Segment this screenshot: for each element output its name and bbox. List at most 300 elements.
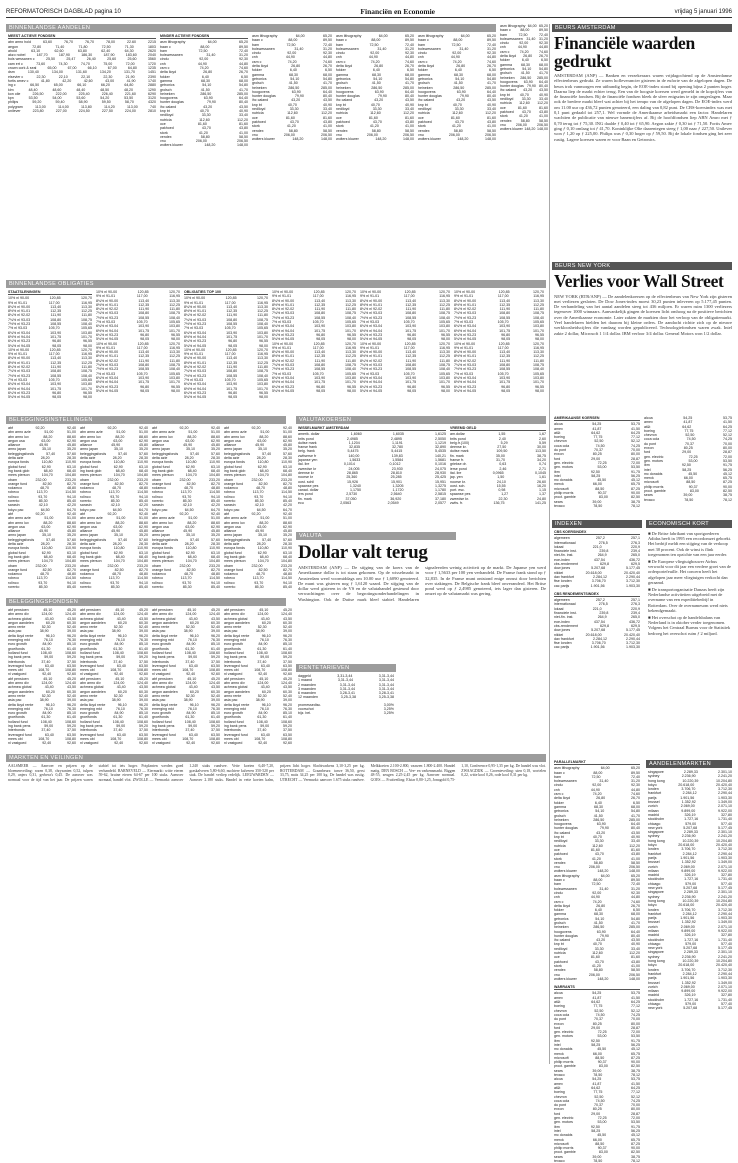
row-value: 92,40 <box>114 672 124 677</box>
row-value: 72,50 <box>369 42 379 47</box>
row-value: 74,25 <box>631 1012 640 1017</box>
row-label: emerging mkt <box>224 638 246 643</box>
row-value: 90,37 <box>688 484 698 489</box>
row-value: 63,40 <box>188 732 198 737</box>
row-label: proct. gamble <box>554 1064 576 1069</box>
row-value: 117,00 <box>312 345 324 350</box>
row-value: 33,40 <box>322 107 332 112</box>
row-value: 52,40 <box>138 625 148 630</box>
row-value: 206,00 <box>283 132 295 137</box>
minder-list-2 <box>252 34 332 141</box>
row-label: europa fonds <box>8 460 29 465</box>
row-value: 66,00 <box>592 482 602 487</box>
row-value: 117,00 <box>224 352 236 357</box>
row-value: 2.071,10 <box>718 984 732 989</box>
row-value: 41,87 <box>592 995 602 1000</box>
row-label: tokyo pac <box>224 507 240 512</box>
row-value: 120,70 <box>169 341 180 346</box>
row-label: wolters kluwer <box>336 137 359 142</box>
row-label: aegon aandelen <box>8 620 34 625</box>
row-value: 63,10 <box>67 550 76 555</box>
row-value: 96,80 <box>52 339 62 344</box>
row-value: 285,00 <box>237 91 248 96</box>
row-value: 5.207,68 <box>591 628 606 633</box>
row-value: 108,70 <box>182 736 194 741</box>
row-value: 26,70 <box>631 796 640 801</box>
row-label: nedlloyd <box>336 107 350 112</box>
row-label: ecu <box>298 501 304 506</box>
row-label: niet-fin. inst. <box>554 615 574 620</box>
row-value: 68,30 <box>288 72 298 77</box>
row-label: 6 maanden <box>298 691 316 696</box>
row-label: rorento <box>8 584 20 589</box>
row-value: 60,20 <box>45 620 55 625</box>
row-label: getronics <box>554 809 569 814</box>
row-value: 90,00 <box>631 1060 640 1065</box>
row-label: heineken <box>554 925 569 930</box>
row-label: parijs <box>648 976 657 981</box>
row-value: 112,25 <box>257 309 268 314</box>
row-value: 436,72 <box>628 619 640 624</box>
row-value: 110,80 <box>41 546 53 551</box>
row-label: grolsch <box>500 71 512 76</box>
row-label: holland fund <box>224 719 244 724</box>
row-value: 98,05 <box>501 388 511 393</box>
row-value: 1451 <box>147 70 156 75</box>
row-value: 60,30 <box>211 689 220 694</box>
row-value: 63,90 <box>456 89 466 94</box>
row-label: abf <box>80 511 85 516</box>
row-value: 92,20 <box>179 426 189 430</box>
row-value: 89,50 <box>630 770 640 775</box>
row-value: 31,20 <box>405 46 414 51</box>
row-label: achmea global <box>8 616 32 621</box>
row-value: 26,80 <box>203 70 213 75</box>
row-value: 61,40 <box>210 715 220 720</box>
row-label: groeifonds <box>152 715 169 720</box>
row-value: 224,00 <box>124 109 136 114</box>
row-label: bam <box>418 42 425 47</box>
row-value: 108,55 <box>499 315 511 320</box>
row-value: 68,40 <box>282 468 292 473</box>
row-value: 51,00 <box>139 430 148 435</box>
row-value: 98,05 <box>407 388 417 393</box>
table-row <box>554 504 640 508</box>
row-label: 7% nl 93-03 <box>360 371 380 376</box>
row-value: 3,31-3,44 <box>378 682 394 687</box>
row-value: 72,00 <box>630 1116 640 1121</box>
row-label: rolinco <box>8 580 19 585</box>
row-value: 108,40 <box>112 650 124 655</box>
row-value: 101,75 <box>50 386 62 391</box>
row-label: wolters kluwer <box>160 143 183 148</box>
row-value: 108,80 <box>405 363 417 368</box>
row-value: 37,40 <box>113 728 123 733</box>
row-value: 68,00 <box>630 804 640 809</box>
row-label: delta azie <box>224 456 240 461</box>
row-value: 20.420,40 <box>623 632 640 637</box>
row-value: 92,20 <box>251 511 261 516</box>
row-value: 35,20 <box>282 447 292 452</box>
row-value: 80,00 <box>631 1107 640 1112</box>
row-value: 81,60 <box>538 105 548 110</box>
row-label: ing bank pens <box>224 724 247 729</box>
row-value: 2.071,10 <box>718 864 732 869</box>
row-value: 148,00 <box>629 869 640 874</box>
row-value: 2.241,20 <box>717 774 732 779</box>
row-value: 264,9 <box>597 615 607 620</box>
row-value: 76,10 <box>259 638 269 643</box>
row-value: 56,25 <box>631 1043 640 1047</box>
row-label: 5¾% nl 94-05 <box>272 337 295 342</box>
row-label: aegon usa <box>80 524 97 529</box>
row-value: 65,00 <box>47 66 57 71</box>
row-value: 10.204,80 <box>715 898 732 903</box>
row-value: 98,00 <box>259 395 268 400</box>
row-label: orange fund <box>8 567 28 572</box>
rente-list <box>298 674 394 700</box>
row-value: 43,50 <box>210 616 220 621</box>
row-value: 113,40 <box>405 350 417 355</box>
row-label: am.dollar <box>450 432 465 437</box>
row-value: 38,90 <box>39 629 49 634</box>
row-value: 31,40 <box>459 46 469 51</box>
row-value: 124,40 <box>209 681 220 686</box>
row-value: 80,00 <box>631 452 640 457</box>
row-value: 37,40 <box>113 659 123 664</box>
row-value: 90,37 <box>597 1146 607 1151</box>
row-label: texaco <box>554 1073 565 1078</box>
row-label: robeco <box>224 490 235 495</box>
row-label: bijz. bel. <box>298 711 312 716</box>
row-label: new york <box>648 886 663 891</box>
row-label: nl vastgoed <box>80 741 99 746</box>
row-value: 45,10 <box>187 676 197 681</box>
row-label: 5¾% nl 94-05 <box>454 388 477 393</box>
row-label: 8¼% nl 92-02 <box>8 313 31 318</box>
row-value: 63,10 <box>67 464 76 469</box>
row-value: 45,90 <box>111 529 121 534</box>
row-value: 52,30 <box>113 693 123 698</box>
row-value: 326,19 <box>684 993 696 998</box>
table-row <box>224 741 292 745</box>
row-value: 35,10 <box>113 533 123 538</box>
row-value: 28,20 <box>184 456 194 461</box>
row-value: 6,40 <box>594 908 602 913</box>
row-label: 6¾% nl 93-04 <box>454 375 477 380</box>
row-value: 37,50 <box>282 659 292 664</box>
row-label: 9% nl 91-01 <box>454 345 474 350</box>
row-value: 88,00 <box>520 28 530 33</box>
row-value: 45,90 <box>183 529 193 534</box>
row-value: 108,75 <box>169 363 180 368</box>
row-value: 276,3 <box>631 602 640 607</box>
row-label: gen. electric <box>554 1030 574 1035</box>
row-value: 43,40 <box>260 685 270 690</box>
row-value: 2,5730 <box>346 492 358 497</box>
row-value: 44,90 <box>590 787 600 792</box>
row-value: 3560 <box>147 57 156 62</box>
row-value: 117,00 <box>497 294 509 299</box>
row-value: 103,90 <box>50 382 62 387</box>
row-label: ford <box>644 450 651 455</box>
row-value: 43,70 <box>201 126 211 131</box>
row-value: 68,00 <box>322 72 332 77</box>
row-label: holland fund <box>224 650 244 655</box>
row-label: rorento <box>224 584 236 589</box>
row-label: brussel <box>648 980 660 985</box>
row-value: 64,00 <box>460 34 470 38</box>
row-value: 32,890 <box>434 445 446 450</box>
row-value: 57,40 <box>262 537 272 542</box>
row-value: 92,60 <box>210 672 220 677</box>
row-value: 28,810 <box>390 470 402 475</box>
row-value: 85,40 <box>210 499 220 504</box>
row-value: 53,50 <box>28 96 38 101</box>
row-value: 38,90 <box>39 698 49 703</box>
row-label: intel <box>644 467 651 472</box>
row-label: 7% nl 93-03 <box>184 377 204 382</box>
row-value: 52,50 <box>594 1008 604 1013</box>
row-value: 220,9 <box>630 544 640 549</box>
row-label: mees pierson <box>80 473 102 478</box>
row-value: 108,40 <box>345 367 356 372</box>
row-value: 108,55 <box>226 322 238 327</box>
row-value: 37,40 <box>185 728 195 733</box>
row-label: abn amro lux <box>152 434 173 439</box>
row-label: bolswessanen <box>160 53 183 58</box>
row-label: nedlloyd <box>554 839 568 844</box>
instellingen-list-2 <box>80 426 148 589</box>
row-value: 148,20 <box>292 137 304 142</box>
row-label: delta azie <box>80 456 96 461</box>
row-value: 111,80 <box>439 358 450 363</box>
row-value: 96,20 <box>211 702 220 707</box>
row-label: ing bank pens <box>224 655 247 660</box>
row-value: 74,20 <box>519 49 529 54</box>
row-label: csm c <box>336 59 346 64</box>
row-value: 124,00 <box>41 681 53 686</box>
row-value: 45,10 <box>115 608 125 612</box>
row-label: ihc caland <box>500 88 517 93</box>
row-value: 48,40 <box>76 87 86 92</box>
row-value: 116,95 <box>533 294 544 299</box>
row-label: ihc caland <box>160 104 177 109</box>
row-label: microsoft <box>554 1055 569 1060</box>
fondsen-block-4 <box>224 608 292 750</box>
row-value: 187,70 <box>36 53 48 58</box>
row-label: rodamco <box>224 486 238 491</box>
row-label: 8½% nl 91-01 <box>272 354 295 359</box>
row-label: ftse londen <box>554 641 572 646</box>
row-label: proct. gamble <box>644 489 666 494</box>
row-label: 7½% nl 93-23 <box>454 367 477 372</box>
row-label: 10% nl 90-00 <box>8 347 30 352</box>
row-value: 62,90 <box>257 550 267 555</box>
row-value: 90,00 <box>631 1146 640 1151</box>
row-label: 8¾% nl 90-00 <box>360 350 383 355</box>
row-label: oost. sch. <box>450 483 466 488</box>
row-value: 48,20 <box>124 87 134 92</box>
row-value: 93,70 <box>110 494 120 499</box>
row-label: philip morris <box>554 491 574 496</box>
row-value: 70,00 <box>631 1017 640 1022</box>
row-value: 26,60 <box>537 479 546 484</box>
row-value: 45,10 <box>43 608 53 612</box>
row-value: 101,70 <box>345 328 356 333</box>
row-value: 3.706,70 <box>681 967 696 972</box>
row-value: 579,00 <box>685 821 697 826</box>
row-label: texaco <box>554 503 565 508</box>
row-value: 54,10 <box>202 83 212 88</box>
table-row <box>80 585 148 589</box>
amerik-block-2 <box>644 416 732 514</box>
row-value: 45,80 <box>283 443 292 448</box>
row-value: 112,60 <box>452 111 463 116</box>
row-value: 2.236,90 <box>681 774 696 779</box>
row-value: 74,25 <box>723 437 732 442</box>
row-label: duitse mark <box>298 440 317 445</box>
row-label: 2 maanden <box>298 682 316 687</box>
section-valuta: VALUTA <box>296 532 456 540</box>
row-label: heineken <box>336 85 351 90</box>
row-value: 108,40 <box>257 322 268 327</box>
row-label: ftse londen <box>554 579 572 584</box>
row-value: 54,00 <box>52 96 62 101</box>
row-value: 72,00 <box>630 460 640 465</box>
row-value: 113,40 <box>138 350 150 355</box>
row-label: abn amro azie <box>224 430 247 435</box>
row-label: 9% nl 91-01 <box>454 294 474 299</box>
row-label: amro rente <box>8 693 26 698</box>
row-value: 98,00 <box>83 343 92 348</box>
row-value: 59,20 <box>138 655 148 660</box>
row-label: iers pond <box>298 492 313 497</box>
row-label: at&t <box>554 430 561 435</box>
row-value: 108,75 <box>439 363 450 368</box>
row-value: 117,00 <box>48 352 60 357</box>
row-label: pakhoed <box>336 119 350 124</box>
table-row <box>554 584 640 588</box>
row-label: stork <box>160 130 168 135</box>
row-value: 92,30 <box>405 51 414 56</box>
row-label: mc donalds <box>644 471 663 476</box>
row-value: 56,25 <box>723 467 732 472</box>
row-value: 233,20 <box>137 563 148 568</box>
row-label: algemeen <box>554 598 570 603</box>
row-value: 43,70 <box>454 119 464 124</box>
row-value: 72,50 <box>591 774 601 779</box>
row-value: 113,40 <box>50 304 62 309</box>
row-value: 1,6035 <box>392 432 404 437</box>
row-label: madrid <box>648 993 659 998</box>
row-value: 41,00 <box>486 124 496 129</box>
row-value: 59,20 <box>282 655 292 660</box>
row-value: 26,80 <box>523 54 533 59</box>
row-value: 108,55 <box>405 367 417 372</box>
row-value: 58,25 <box>682 467 692 472</box>
row-value: 96,20 <box>283 702 292 707</box>
aandelenmarkten-list <box>648 770 732 1011</box>
row-value: 105,70 <box>497 320 509 325</box>
row-value: 101,70 <box>81 386 92 391</box>
row-value: 76,30 <box>283 706 292 711</box>
row-label: ing bank pens <box>152 655 175 660</box>
row-label: zurich <box>648 984 658 989</box>
row-label: abf pensioen <box>224 608 245 612</box>
row-value: 88,60 <box>139 434 148 439</box>
row-value: 81,60 <box>590 955 600 960</box>
row-label: singapore <box>648 950 664 955</box>
row-label: nutricia <box>500 101 512 106</box>
row-value: 5.177,45 <box>717 946 732 951</box>
row-value: 41,50 <box>371 81 381 86</box>
row-value: 70,37 <box>594 1103 603 1108</box>
row-label: 8¾% nl 90-00 <box>96 350 119 355</box>
row-value: 64,70 <box>282 507 292 512</box>
row-value: 74,60 <box>322 59 332 64</box>
row-label: delta lloyd rente <box>8 702 34 707</box>
row-value: 74,50 <box>686 437 696 442</box>
section-rentetarieven: RENTETARIEVEN <box>296 664 396 672</box>
row-value: 45,20 <box>211 608 220 612</box>
row-value: 326,19 <box>684 933 696 938</box>
row-value: 232,00 <box>107 563 119 568</box>
row-label: bam <box>554 774 561 779</box>
row-label: coca cola <box>644 437 660 442</box>
row-value: 98,05 <box>228 395 238 400</box>
row-value: 79,90 <box>294 94 304 99</box>
row-value: 37,180 <box>434 496 446 501</box>
row-label: vendex <box>554 860 566 865</box>
row-value: 80,40 <box>631 933 640 938</box>
row-label: philip morris <box>554 1146 574 1151</box>
row-value: 40,90 <box>238 109 248 114</box>
row-label: orange fund <box>224 567 244 572</box>
row-label: vendex <box>160 134 172 139</box>
row-label: boeing <box>554 435 565 440</box>
row-value: 65,75 <box>630 1051 640 1056</box>
row-value: 92,30 <box>539 41 548 46</box>
row-value: 108,80 <box>50 317 62 322</box>
row-value: 28,30 <box>282 542 292 547</box>
row-label: 6¼% nl 93-23 <box>272 384 295 389</box>
row-label: asia pac <box>8 629 22 634</box>
row-value: 103,80 <box>81 330 92 335</box>
row-value: 2.069,00 <box>680 864 695 869</box>
row-value: 112,35 <box>314 302 326 307</box>
row-value: 6,40 <box>521 58 529 63</box>
row-value: 2.071,10 <box>718 804 732 809</box>
row-value: 108,40 <box>169 367 180 372</box>
row-value: 43,80 <box>404 119 414 124</box>
row-value: 101,70 <box>81 334 92 339</box>
row-label: stockholm <box>648 997 665 1002</box>
row-value: 43,80 <box>630 959 640 964</box>
row-label: knp bt <box>336 102 346 107</box>
row-value: 112,20 <box>237 117 248 122</box>
row-label: asia pac <box>80 629 94 634</box>
row-value: 221,0 <box>592 606 602 611</box>
row-value: 101,75 <box>226 386 238 391</box>
row-label: 8½% nl 91-01 <box>8 360 31 365</box>
row-value: 61,30 <box>113 646 123 651</box>
row-value: 48,70 <box>183 486 193 491</box>
row-label: cindu <box>500 41 509 46</box>
row-value: 85,40 <box>138 584 148 589</box>
row-value: 68,40 <box>259 468 269 473</box>
row-label: delta lloyd rente <box>152 633 178 638</box>
